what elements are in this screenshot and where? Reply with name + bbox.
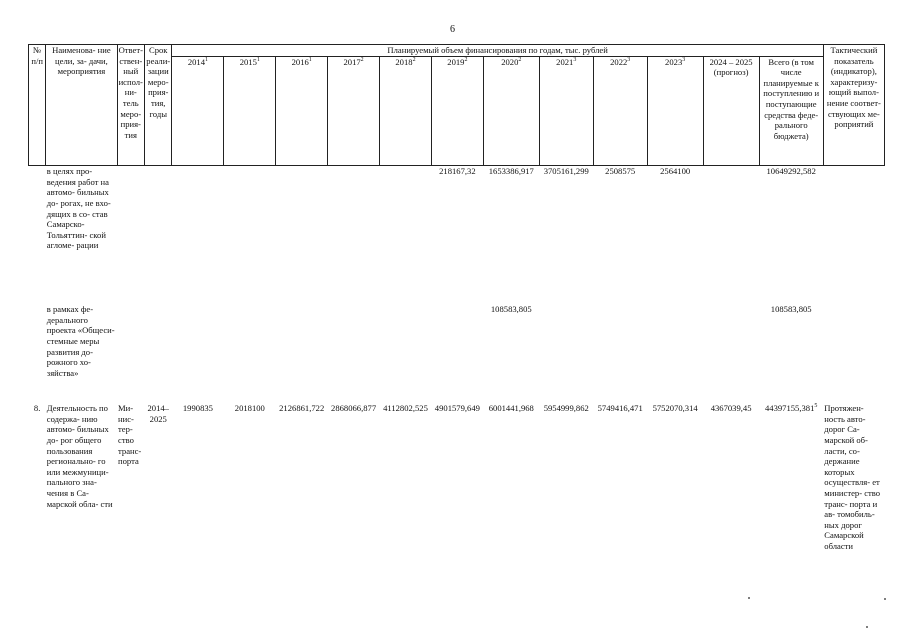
value-2019: 4901579,649 [434, 403, 480, 414]
value-2023: 2564100 [660, 166, 691, 177]
value-forecast [703, 166, 759, 305]
header-forecast: 2024 – 2025 (прогноз) [703, 56, 759, 166]
header-year-2019: 2019$^2$ [431, 56, 483, 67]
value-forecast [703, 304, 759, 403]
header-year-2021: 2021$^3$ [539, 56, 593, 67]
value-2018: 4112802,525 [383, 403, 428, 414]
value-2021: 5954999,862 [543, 403, 589, 414]
value-2014 [172, 304, 224, 403]
row-responsible: Ми- нис- тер- ство транс- порта [118, 403, 142, 467]
header-responsible: Ответ- ствен- ный испол- ни- тель меро- прия- тия [117, 45, 144, 166]
header-year-2014: 2014$^1$ [172, 56, 224, 67]
value-2016 [276, 304, 328, 403]
value-2018 [380, 304, 432, 403]
value-2014: 1990835 [182, 403, 213, 414]
value-2022 [593, 304, 647, 403]
header-year-2016: 2016$^1$ [276, 56, 328, 67]
table-row [29, 166, 885, 305]
value-2017 [328, 166, 380, 305]
row-indicator [823, 304, 884, 403]
row-responsible [117, 304, 144, 403]
value-2022: 2508575 [605, 166, 636, 177]
row-name: в рамках фе- дерального проекта «Общеси- стемные меры развития до- рожного хо- зяйства» [46, 304, 115, 378]
value-2016 [276, 166, 328, 305]
financing-table [28, 44, 885, 563]
header-indicator: Тактический показатель (индикатор), характеризу- ющий выпол- нение соответ- ствующих ме- роприятий [823, 45, 884, 166]
row-term [145, 166, 172, 305]
row-term: 2014– 2025 [147, 403, 169, 424]
table-row [29, 304, 885, 403]
value-2023 [647, 304, 703, 403]
header-planned-financing: Планируемый объем финансирования по годам, тыс. рублей [172, 45, 823, 57]
header-year-2022: 2022$^3$ [593, 56, 647, 67]
header-total: Всего (в том числе планируемые к поступлению и поступающие средства феде- рального бюджета) [759, 56, 823, 166]
scan-speck [866, 626, 868, 628]
row-indicator: Протяжен- ность авто- дорог Са- марской об- ласти, со- держание которых осуществля- ет министер- ство транс- порта и ав- томобиль- ных дорог Самарской области [824, 403, 881, 551]
row-name: в целях про- ведения работ на автомо- бильных до- рогах, не вхо- дящих в со- став Самарско- Тольяттин- ской агломе- рации [46, 166, 111, 251]
value-2023: 5752070,314 [652, 403, 698, 414]
scan-speck [748, 597, 750, 599]
row-number: 8. [33, 403, 41, 414]
row-indicator [823, 166, 884, 305]
header-year-2018: 2018$^2$ [380, 56, 432, 67]
value-total: 108583,805 [770, 304, 812, 315]
header-year-2017: 2017$^2$ [328, 56, 380, 67]
value-2020: 6001441,968 [488, 403, 534, 414]
value-2020: 1653386,917 [488, 166, 534, 177]
row-term [145, 304, 172, 403]
value-2014 [172, 166, 224, 305]
value-2021: 3705161,299 [543, 166, 589, 177]
row-responsible [117, 166, 144, 305]
header-year-2023: 2023$^3$ [647, 56, 703, 67]
value-2015: 2018100 [234, 403, 265, 414]
row-number [29, 304, 46, 403]
row-name: Деятельность по содержа- нию автомо- бильных до- рог общего пользования регионально- го или межмуници- пального зна- чения в Са- марской обла- сти [46, 403, 113, 509]
value-2021 [539, 304, 593, 403]
value-total: 10649292,582 [766, 166, 816, 177]
value-forecast: 4367039,45 [710, 403, 752, 414]
header-year-2015: 2015$^1$ [224, 56, 276, 67]
value-2017: 2868066,877 [331, 403, 377, 414]
value-2017 [328, 304, 380, 403]
value-2015 [224, 166, 276, 305]
header-term: Срок реали- зации меро- прия- тия, годы [145, 45, 172, 166]
value-2015 [224, 304, 276, 403]
header-year-2020: 2020$^2$ [483, 56, 539, 67]
value-2019: 218167,32 [439, 166, 476, 177]
value-2016: 2126861,722 [279, 403, 325, 414]
value-2020: 108583,805 [490, 304, 532, 315]
row-number [29, 166, 46, 305]
header-name: Наименова- ние цели, за- дачи, мероприятия [46, 45, 117, 166]
value-2022: 5749416,471 [597, 403, 643, 414]
value-total: 44397155,381$^5$ [764, 403, 818, 414]
header-number: № п/п [29, 45, 46, 166]
scan-speck [884, 598, 886, 600]
value-2018 [380, 166, 432, 305]
value-2019 [431, 304, 483, 403]
page-number: 6 [450, 24, 455, 35]
table-row [29, 403, 885, 563]
